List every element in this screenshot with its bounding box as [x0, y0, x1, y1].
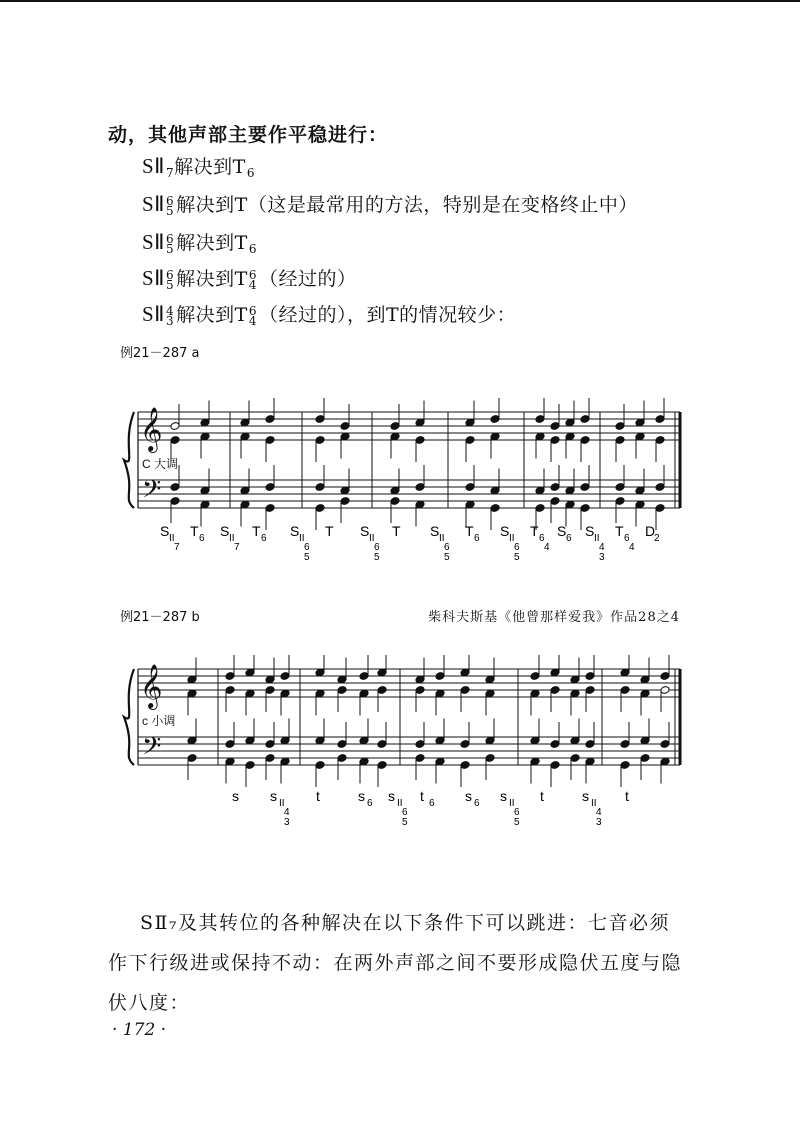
example-b-credit: 柴科夫斯基《他曾那样爱我》作品28之4	[428, 610, 680, 625]
function-root: s	[270, 788, 277, 804]
function-root: S	[557, 523, 567, 539]
function-figure: 6	[304, 542, 310, 553]
harmony-symbol	[500, 788, 520, 828]
function-figure: 6	[514, 807, 520, 818]
function-subscript: II	[594, 533, 600, 544]
harmony-symbol	[500, 523, 520, 563]
chord-symbol: SⅡ	[142, 266, 166, 290]
rule-text: 解决到T	[176, 304, 248, 326]
top-rule	[0, 0, 800, 2]
harmony-symbol	[316, 788, 320, 804]
target-subscript: 6	[246, 166, 255, 180]
function-root: S	[160, 523, 170, 539]
harmony-symbol	[325, 523, 334, 539]
harmony-symbol	[615, 523, 635, 553]
harmony-symbol	[252, 523, 267, 544]
function-subscript: II	[229, 533, 235, 544]
function-root: s	[358, 788, 365, 804]
function-figure: 6	[514, 542, 520, 553]
chord-symbol: SⅡ	[142, 154, 166, 178]
intro-line: 动，其他声部主要作平稳进行：	[108, 124, 389, 146]
example-b-score	[120, 655, 700, 855]
function-subscript: 6	[539, 533, 545, 544]
function-root: s	[465, 788, 472, 804]
function-figure: 4	[544, 542, 550, 553]
figure-digit: 4	[166, 304, 175, 318]
treble-clef: 𝄞	[140, 666, 163, 708]
function-figure: 4	[596, 807, 602, 818]
harmony-symbol	[160, 523, 180, 553]
function-subscript: II	[509, 533, 515, 544]
function-subscript: II	[591, 798, 597, 809]
target-figured-bass	[249, 270, 257, 290]
function-subscript: II	[439, 533, 445, 544]
harmony-symbol	[582, 788, 602, 828]
example-a-label: 例21－287 a	[120, 346, 200, 361]
figured-bass	[166, 270, 174, 290]
rule-note: （经过的），到T的情况较少：	[258, 304, 517, 326]
chord-subscript: 7	[166, 166, 175, 180]
function-figure: 3	[596, 817, 602, 828]
harmony-symbol	[645, 523, 660, 544]
treble-clef: 𝄞	[140, 409, 163, 451]
function-figure: 3	[599, 552, 605, 563]
function-figure: 4	[599, 542, 605, 553]
function-figure: 6	[374, 542, 380, 553]
function-root: t	[625, 788, 629, 804]
function-root: S	[220, 523, 230, 539]
figure-digit: 6	[166, 194, 175, 208]
function-subscript: II	[509, 798, 515, 809]
key-label: c 小调	[142, 714, 176, 728]
rule-line	[142, 264, 357, 291]
function-root: s	[500, 788, 507, 804]
function-root: T	[392, 523, 401, 539]
harmony-symbol	[392, 523, 401, 539]
harmony-symbol	[220, 523, 240, 553]
harmony-symbol	[430, 523, 450, 563]
harmony-symbol	[360, 523, 380, 563]
chord-symbol: SⅡ	[142, 302, 166, 326]
function-root: T	[252, 523, 261, 539]
function-root: s	[388, 788, 395, 804]
function-root: t	[316, 788, 320, 804]
rule-text: 解决到T	[174, 156, 246, 178]
closing-line-2: 作下行级进或保持不动：在两外声部之间不要形成隐伏五度与隐	[108, 952, 683, 974]
function-subscript: II	[397, 798, 403, 809]
harmony-symbol	[530, 523, 550, 553]
function-subscript: 6	[261, 533, 267, 544]
function-root: S	[585, 523, 595, 539]
figured-bass	[166, 234, 174, 254]
harmony-symbol	[585, 523, 605, 563]
function-subscript: II	[169, 533, 175, 544]
figure-digit: 5	[166, 278, 175, 292]
function-root: t	[420, 788, 424, 804]
rule-line	[142, 152, 255, 180]
figure-digit: 5	[166, 242, 175, 256]
function-root: S	[500, 523, 510, 539]
function-root: T	[465, 523, 474, 539]
function-root: S	[430, 523, 440, 539]
rule-note: （这是最常用的方法，特别是在变格终止中）	[247, 194, 638, 216]
rule-text: 解决到T	[176, 194, 248, 216]
brace	[124, 412, 134, 508]
closing-line-1: SⅡ₇及其转位的各种解决在以下条件下可以跳进：七音必须	[140, 912, 671, 934]
function-subscript: 6	[474, 533, 480, 544]
function-subscript: 6	[199, 533, 205, 544]
figured-bass	[166, 196, 174, 216]
function-figure: 7	[174, 542, 180, 553]
figure-digit: 6	[248, 268, 257, 282]
figure-digit: 4	[248, 278, 257, 292]
brace	[124, 669, 134, 765]
example-a-score	[120, 398, 700, 598]
harmony-symbol	[625, 788, 629, 804]
target-subscript: 6	[248, 242, 257, 256]
harmony-symbol	[232, 788, 239, 804]
function-root: t	[540, 788, 544, 804]
page-number: · 172 ·	[112, 1020, 167, 1040]
function-root: T	[190, 523, 199, 539]
rule-text: 解决到T	[176, 232, 248, 254]
harmony-symbol	[190, 523, 205, 544]
function-figure: 5	[402, 817, 408, 828]
target-figured-bass	[249, 306, 257, 326]
harmony-symbol	[270, 788, 290, 828]
figure-digit: 3	[166, 314, 175, 328]
harmony-symbol	[420, 788, 435, 809]
function-root: s	[232, 788, 239, 804]
function-subscript: II	[299, 533, 305, 544]
harmony-symbol	[358, 788, 373, 809]
figure-digit: 4	[248, 314, 257, 328]
function-subscript: 6	[566, 533, 572, 544]
bass-clef: 𝄢	[142, 476, 162, 509]
rule-line	[142, 228, 257, 256]
function-root: S	[290, 523, 300, 539]
function-figure: 5	[514, 817, 520, 828]
function-root: D	[645, 523, 656, 539]
harmony-symbol	[388, 788, 408, 828]
function-figure: 5	[514, 552, 520, 563]
function-figure: 6	[402, 807, 408, 818]
function-figure: 4	[284, 807, 290, 818]
function-subscript: 6	[624, 533, 630, 544]
figure-digit: 6	[248, 304, 257, 318]
closing-line-3: 伏八度：	[108, 992, 191, 1014]
function-figure: 5	[374, 552, 380, 563]
function-figure: 5	[444, 552, 450, 563]
function-subscript: 6	[367, 798, 373, 809]
function-root: T	[530, 523, 539, 539]
function-root: S	[360, 523, 370, 539]
function-subscript: 2	[654, 533, 660, 544]
harmony-symbol	[557, 523, 572, 544]
chord-symbol: SⅡ	[142, 230, 166, 254]
function-subscript: 6	[429, 798, 435, 809]
figure-digit: 5	[166, 204, 175, 218]
rule-note: （经过的）	[258, 268, 357, 290]
function-figure: 7	[234, 542, 240, 553]
function-figure: 6	[444, 542, 450, 553]
function-root: T	[325, 523, 334, 539]
key-label: C 大调	[142, 457, 179, 471]
function-root: T	[615, 523, 624, 539]
figure-digit: 6	[166, 232, 175, 246]
function-subscript: 6	[474, 798, 480, 809]
rule-line	[142, 300, 516, 327]
function-figure: 3	[284, 817, 290, 828]
figured-bass	[166, 306, 174, 326]
function-figure: 5	[304, 552, 310, 563]
harmony-symbol	[465, 523, 480, 544]
chord-symbol: SⅡ	[142, 192, 166, 216]
harmony-symbol	[540, 788, 544, 804]
rule-text: 解决到T	[176, 268, 248, 290]
function-root: s	[582, 788, 589, 804]
rule-line	[142, 190, 638, 217]
function-subscript: II	[279, 798, 285, 809]
harmony-symbol	[465, 788, 480, 809]
figure-digit: 6	[166, 268, 175, 282]
function-figure: 4	[629, 542, 635, 553]
function-subscript: II	[369, 533, 375, 544]
bass-clef: 𝄢	[142, 733, 162, 766]
harmony-symbol	[290, 523, 310, 563]
example-b-label: 例21－287 b	[120, 610, 200, 625]
